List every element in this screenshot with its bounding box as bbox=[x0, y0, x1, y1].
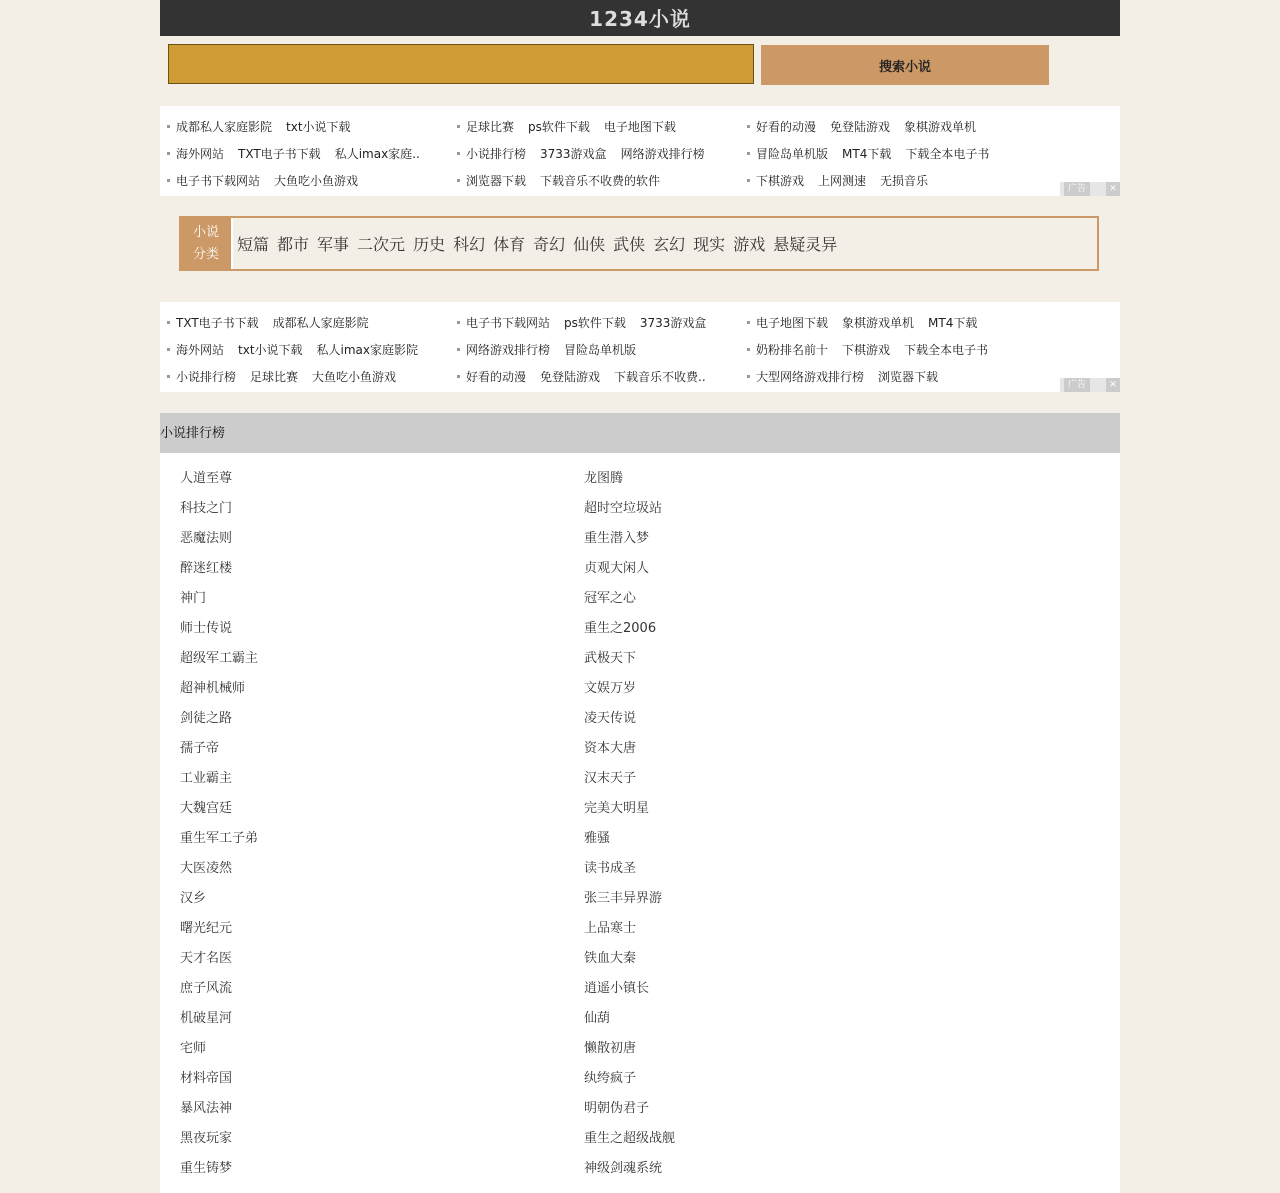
ad-line bbox=[167, 119, 434, 146]
category-item[interactable]: 奇幻 bbox=[533, 235, 566, 254]
ranking-item[interactable]: 重生之超级战舰 bbox=[584, 1131, 676, 1146]
ad-line bbox=[167, 342, 432, 369]
ad-line bbox=[747, 146, 1003, 173]
ranking-item[interactable]: 暴风法神 bbox=[180, 1101, 233, 1116]
ad-link[interactable]: 上网测速 bbox=[818, 174, 867, 188]
category-list bbox=[237, 218, 845, 269]
ad-link[interactable]: 电子书下载网站 bbox=[466, 316, 551, 330]
ad-line bbox=[747, 342, 1002, 369]
ad-link[interactable]: ps软件下载 bbox=[564, 316, 626, 330]
bullet-icon bbox=[457, 179, 460, 182]
ranking-header bbox=[160, 413, 1120, 453]
bullet-icon bbox=[457, 321, 460, 324]
category-item[interactable]: 游戏 bbox=[733, 235, 766, 254]
ad-link[interactable]: 私人imax家庭影院 bbox=[316, 343, 419, 357]
ad-link[interactable]: 足球比赛 bbox=[466, 120, 515, 134]
ad-link[interactable]: 大鱼吃小鱼游戏 bbox=[274, 174, 359, 188]
ranking-item[interactable]: 大魏宫廷 bbox=[180, 801, 233, 816]
ad-line bbox=[747, 315, 1002, 342]
ad-link[interactable]: 好看的动漫 bbox=[756, 120, 817, 134]
ad-line bbox=[167, 315, 432, 342]
ad-link[interactable]: 成都私人家庭影院 bbox=[176, 120, 273, 134]
category-item[interactable]: 二次元 bbox=[357, 235, 406, 254]
search-bar bbox=[160, 36, 1120, 106]
ad-line bbox=[167, 369, 432, 396]
ad-link[interactable]: 免登陆游戏 bbox=[830, 120, 891, 134]
ad-link[interactable]: 网络游戏排行榜 bbox=[466, 343, 551, 357]
close-icon[interactable]: ✕ bbox=[1106, 182, 1120, 196]
ad-link[interactable]: MT4下载 bbox=[842, 147, 892, 161]
ranking-column-left bbox=[180, 464, 258, 1184]
bullet-icon bbox=[457, 348, 460, 351]
ad-column bbox=[167, 315, 432, 396]
bullet-icon bbox=[167, 321, 170, 324]
ranking-item[interactable]: 工业霸主 bbox=[180, 771, 233, 786]
ad-link[interactable]: 浏览器下载 bbox=[466, 174, 527, 188]
ad-link[interactable]: 3733游戏盒 bbox=[639, 316, 707, 330]
ad-column bbox=[457, 119, 719, 200]
category-nav bbox=[179, 216, 1099, 271]
ad-line bbox=[747, 369, 1002, 396]
ad-label: 广告 bbox=[1064, 182, 1090, 196]
ranking-list bbox=[160, 453, 1120, 1193]
bullet-icon bbox=[457, 375, 460, 378]
ad-link[interactable]: 浏览器下载 bbox=[878, 370, 939, 384]
ad-link[interactable]: 下载全本电子书 bbox=[904, 343, 989, 357]
ranking-item[interactable]: 神门 bbox=[180, 591, 207, 606]
ranking-item[interactable]: 贞观大闲人 bbox=[584, 561, 650, 576]
ranking-item[interactable]: 汉末天子 bbox=[584, 771, 637, 786]
ad-badge[interactable] bbox=[1060, 378, 1120, 392]
ad-link[interactable]: 下载音乐不收费.. bbox=[614, 370, 706, 384]
ad-link[interactable]: 免登陆游戏 bbox=[540, 370, 601, 384]
ranking-item[interactable]: 机破星河 bbox=[180, 1011, 233, 1026]
ad-column bbox=[167, 119, 434, 200]
ranking-item[interactable]: 资本大唐 bbox=[584, 741, 637, 756]
category-item[interactable]: 都市 bbox=[277, 235, 310, 254]
ranking-item[interactable]: 明朝伪君子 bbox=[584, 1101, 650, 1116]
ad-link[interactable]: 网络游戏排行榜 bbox=[620, 147, 705, 161]
bullet-icon bbox=[747, 375, 750, 378]
category-label bbox=[181, 218, 233, 269]
ranking-item[interactable]: 科技之门 bbox=[180, 501, 233, 516]
ad-link[interactable]: 下载全本电子书 bbox=[905, 147, 990, 161]
ad-column bbox=[457, 315, 720, 396]
ad-label: 广告 bbox=[1064, 378, 1090, 392]
ad-badge[interactable] bbox=[1060, 182, 1120, 196]
ad-link[interactable]: 下载音乐不收费的软件 bbox=[540, 174, 661, 188]
category-label-line2: 分类 bbox=[192, 247, 219, 262]
ranking-item[interactable]: 汉乡 bbox=[180, 891, 207, 906]
ad-line bbox=[167, 146, 434, 173]
ad-link[interactable]: MT4下载 bbox=[928, 316, 978, 330]
bullet-icon bbox=[747, 125, 750, 128]
ranking-item[interactable]: 神级剑魂系统 bbox=[584, 1161, 663, 1176]
ad-link[interactable]: 电子书下载网站 bbox=[176, 174, 261, 188]
category-label-line1: 小说 bbox=[192, 225, 219, 240]
ranking-item[interactable]: 凌天传说 bbox=[584, 711, 637, 726]
ad-link[interactable]: 成都私人家庭影院 bbox=[272, 316, 369, 330]
category-item[interactable]: 体育 bbox=[493, 235, 526, 254]
category-item[interactable]: 短篇 bbox=[237, 235, 270, 254]
bullet-icon bbox=[167, 152, 170, 155]
ad-link[interactable]: 好看的动漫 bbox=[466, 370, 527, 384]
ad-link[interactable]: 大鱼吃小鱼游戏 bbox=[312, 370, 397, 384]
close-icon[interactable]: ✕ bbox=[1106, 378, 1120, 392]
ranking-item[interactable]: 孺子帝 bbox=[180, 741, 220, 756]
ad-line bbox=[457, 369, 720, 396]
ad-line bbox=[457, 342, 720, 369]
bullet-icon bbox=[457, 125, 460, 128]
category-item[interactable]: 军事 bbox=[317, 235, 350, 254]
ad-link[interactable]: 无损音乐 bbox=[880, 174, 929, 188]
ranking-item[interactable]: 人道至尊 bbox=[180, 471, 233, 486]
ranking-item[interactable]: 剑徒之路 bbox=[180, 711, 233, 726]
ranking-item[interactable]: 冠军之心 bbox=[584, 591, 637, 606]
ranking-item[interactable]: 铁血大秦 bbox=[584, 951, 637, 966]
category-section bbox=[160, 196, 1120, 302]
ranking-item[interactable]: 超时空垃圾站 bbox=[584, 501, 663, 516]
ranking-item[interactable]: 重生铸梦 bbox=[180, 1161, 233, 1176]
bullet-icon bbox=[457, 152, 460, 155]
ad-line bbox=[747, 119, 1003, 146]
ad-links-top bbox=[160, 106, 1120, 196]
ranking-item[interactable]: 读书成圣 bbox=[584, 861, 637, 876]
ad-link[interactable]: TXT电子书下载 bbox=[176, 316, 259, 330]
bullet-icon bbox=[747, 348, 750, 351]
bullet-icon bbox=[747, 321, 750, 324]
ranking-item[interactable]: 张三丰异界游 bbox=[584, 891, 663, 906]
ranking-item[interactable]: 纨绔疯子 bbox=[584, 1071, 637, 1086]
ranking-item[interactable]: 醉迷红楼 bbox=[180, 561, 233, 576]
bullet-icon bbox=[747, 152, 750, 155]
ranking-item[interactable]: 恶魔法则 bbox=[180, 531, 233, 546]
ad-line bbox=[457, 146, 719, 173]
ad-link[interactable]: 小说排行榜 bbox=[466, 147, 527, 161]
ranking-column-right bbox=[584, 464, 675, 1184]
ad-link[interactable]: 下棋游戏 bbox=[842, 343, 891, 357]
ranking-item[interactable]: 逍遥小镇长 bbox=[584, 981, 650, 996]
ad-link[interactable]: txt小说下载 bbox=[238, 343, 303, 357]
ad-column bbox=[747, 119, 1003, 200]
ranking-item[interactable]: 师士传说 bbox=[180, 621, 233, 636]
ad-link[interactable]: 私人imax家庭.. bbox=[334, 147, 420, 161]
bullet-icon bbox=[167, 375, 170, 378]
bullet-icon bbox=[167, 348, 170, 351]
ranking-item[interactable]: 黑夜玩家 bbox=[180, 1131, 233, 1146]
bullet-icon bbox=[167, 125, 170, 128]
ad-link[interactable]: 海外网站 bbox=[176, 343, 225, 357]
ad-link[interactable]: 电子地图下载 bbox=[603, 120, 676, 134]
category-item[interactable]: 仙侠 bbox=[573, 235, 606, 254]
ad-link[interactable]: txt小说下载 bbox=[286, 120, 351, 134]
ranking-item[interactable]: 天才名医 bbox=[180, 951, 233, 966]
ad-link[interactable]: 象棋游戏单机 bbox=[842, 316, 915, 330]
category-item[interactable]: 玄幻 bbox=[653, 235, 686, 254]
ad-links-bottom bbox=[160, 302, 1120, 392]
ad-link[interactable]: 大型网络游戏排行榜 bbox=[756, 370, 865, 384]
ad-link[interactable]: 下棋游戏 bbox=[756, 174, 805, 188]
ranking-item[interactable]: 重生军工子弟 bbox=[180, 831, 259, 846]
ranking-item[interactable]: 武极天下 bbox=[584, 651, 637, 666]
category-item[interactable]: 历史 bbox=[413, 235, 446, 254]
ad-link[interactable]: 奶粉排名前十 bbox=[756, 343, 829, 357]
ranking-item[interactable]: 超级军工霸主 bbox=[180, 651, 259, 666]
ad-link[interactable]: 足球比赛 bbox=[250, 370, 299, 384]
ranking-item[interactable]: 大医凌然 bbox=[180, 861, 233, 876]
ad-link[interactable]: TXT电子书下载 bbox=[238, 147, 321, 161]
ad-link[interactable]: 冒险岛单机版 bbox=[564, 343, 637, 357]
ad-line bbox=[457, 315, 720, 342]
ad-link[interactable]: 象棋游戏单机 bbox=[904, 120, 977, 134]
ad-link[interactable]: 电子地图下载 bbox=[756, 316, 829, 330]
category-item[interactable]: 悬疑灵异 bbox=[773, 235, 838, 254]
ad-link[interactable]: 小说排行榜 bbox=[176, 370, 237, 384]
bullet-icon bbox=[167, 179, 170, 182]
ranking-item[interactable]: 超神机械师 bbox=[180, 681, 246, 696]
page bbox=[160, 0, 1120, 1193]
ranking-item[interactable]: 龙图腾 bbox=[584, 471, 624, 486]
ad-column bbox=[747, 315, 1002, 396]
ranking-item[interactable]: 曙光纪元 bbox=[180, 921, 233, 936]
search-button[interactable]: 搜索小说 bbox=[761, 45, 1049, 85]
ad-link[interactable]: 3733游戏盒 bbox=[540, 147, 607, 161]
site-header bbox=[160, 0, 1120, 36]
bullet-icon bbox=[747, 179, 750, 182]
category-item[interactable]: 现实 bbox=[693, 235, 726, 254]
ranking-item[interactable]: 庶子风流 bbox=[180, 981, 233, 996]
search-input[interactable] bbox=[168, 44, 754, 84]
ad-line bbox=[457, 119, 719, 146]
ranking-item[interactable]: 重生潜入梦 bbox=[584, 531, 650, 546]
ranking-item[interactable]: 完美大明星 bbox=[584, 801, 650, 816]
ranking-item[interactable]: 仙葫 bbox=[584, 1011, 611, 1026]
site-title[interactable]: 1234小说 bbox=[589, 7, 691, 31]
ranking-item[interactable]: 上品寒士 bbox=[584, 921, 637, 936]
category-item[interactable]: 科幻 bbox=[453, 235, 486, 254]
ad-link[interactable]: 海外网站 bbox=[176, 147, 225, 161]
ad-link[interactable]: ps软件下载 bbox=[528, 120, 590, 134]
ad-link[interactable]: 冒险岛单机版 bbox=[756, 147, 829, 161]
ranking-item[interactable]: 懒散初唐 bbox=[584, 1041, 637, 1056]
ranking-title: 小说排行榜 bbox=[160, 426, 226, 441]
ranking-item[interactable]: 雅骚 bbox=[584, 831, 611, 846]
ranking-item[interactable]: 宅师 bbox=[180, 1041, 207, 1056]
ranking-item[interactable]: 材料帝国 bbox=[180, 1071, 233, 1086]
ranking-item[interactable]: 文娱万岁 bbox=[584, 681, 637, 696]
ranking-item[interactable]: 重生之2006 bbox=[584, 621, 657, 636]
category-item[interactable]: 武侠 bbox=[613, 235, 646, 254]
